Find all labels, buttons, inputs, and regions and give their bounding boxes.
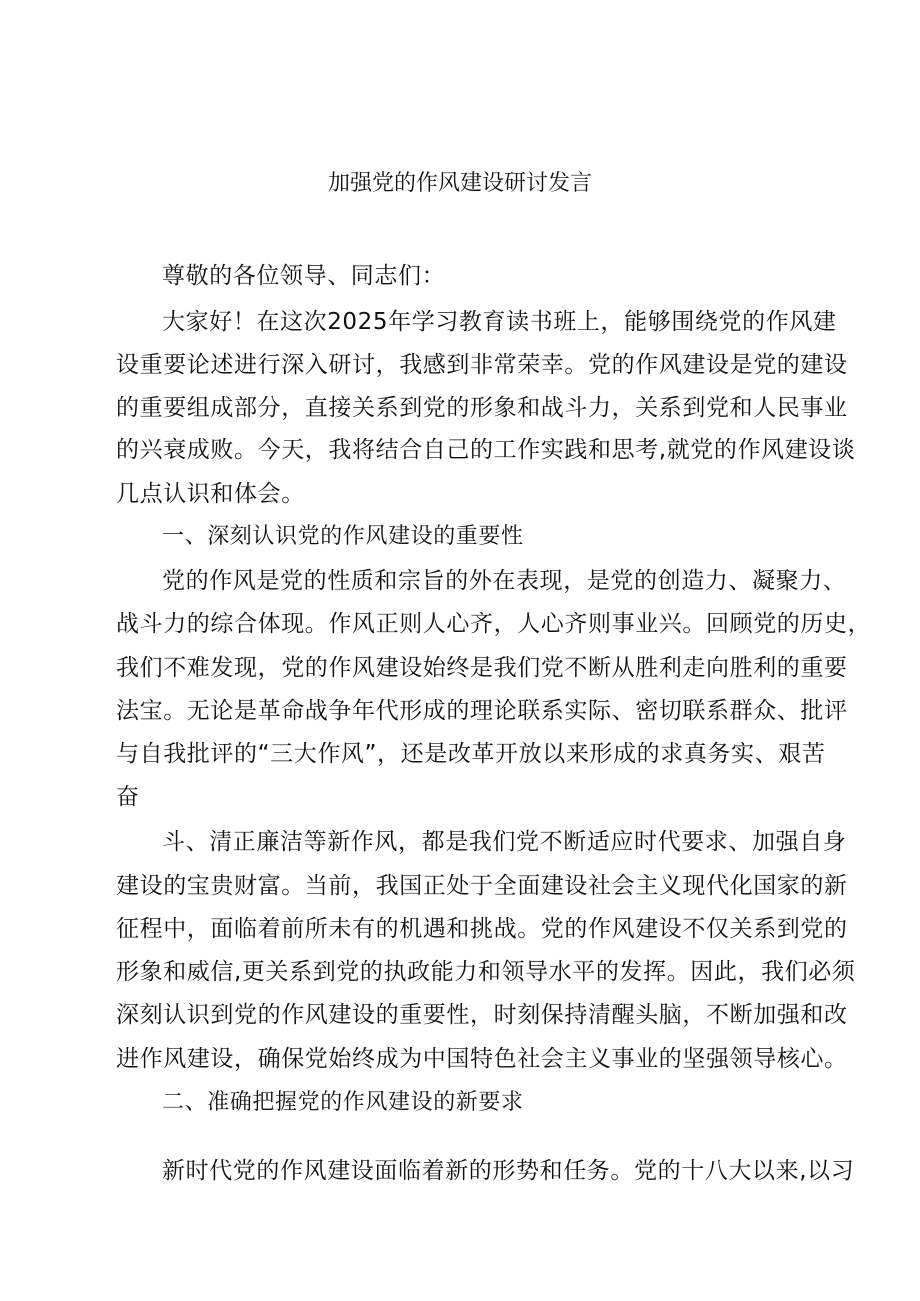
section-heading: 一、深刻认识党的作风建设的重要性 <box>162 524 524 549</box>
paragraph-line: 建设的宝贵财富。当前，我国正处于全面建设社会主义现代化国家的新 <box>116 873 848 899</box>
paragraph-line: 进作风建设，确保党始终成为中国特色社会主义事业的坚强领导核心。 <box>116 1046 848 1072</box>
paragraph-line: 的兴衰成败。今天，我将结合自己的工作实践和思考,就党的作风建设谈 <box>116 437 856 463</box>
document-title: 加强党的作风建设研讨发言 <box>327 171 592 196</box>
paragraph-line: 我们不难发现，党的作风建设始终是我们党不断从胜利走向胜利的重要 <box>116 655 848 681</box>
paragraph-line: 设重要论述进行深入研讨，我感到非常荣幸。党的作风建设是党的建设 <box>116 352 848 378</box>
salutation: 尊敬的各位领导、同志们： <box>162 263 446 289</box>
paragraph-line: 党的作风是党的性质和宗旨的外在表现，是党的创造力、凝聚力、 <box>162 568 847 594</box>
paragraph-line: 新时代党的作风建设面临着新的形势和任务。党的十八大以来,以习 <box>162 1158 855 1184</box>
paragraph-line: 奋 <box>116 784 140 810</box>
paragraph-line: 的重要组成部分，直接关系到党的形象和战斗力，关系到党和人民事业 <box>116 395 848 421</box>
paragraph-line: 斗、清正廉洁等新作风，都是我们党不断适应时代要求、加强自身 <box>162 829 847 855</box>
paragraph-line: 深刻认识到党的作风建设的重要性，时刻保持清醒头脑，不断加强和改 <box>116 1002 848 1028</box>
paragraph-line: 战斗力的综合体现。作风正则人心齐，人心齐则事业兴。回顾党的历史， <box>116 611 872 637</box>
paragraph-line: 法宝。无论是革命战争年代形成的理论联系实际、密切联系群众、批评 <box>116 698 848 724</box>
paragraph-line: 与自我批评的“三大作风”，还是改革开放以来形成的求真务实、艰苦 <box>116 741 826 767</box>
paragraph-line: 几点认识和体会。 <box>116 481 305 507</box>
paragraph-line: 征程中，面临着前所未有的机遇和挑战。党的作风建设不仅关系到党的 <box>116 916 848 942</box>
paragraph-line: 形象和威信,更关系到党的执政能力和领导水平的发挥。因此，我们必须 <box>116 959 856 985</box>
paragraph-line: 大家好！在这次2025年学习教育读书班上，能够围绕党的作风建 <box>162 309 837 335</box>
section-heading: 二、准确把握党的作风建设的新要求 <box>162 1090 524 1115</box>
